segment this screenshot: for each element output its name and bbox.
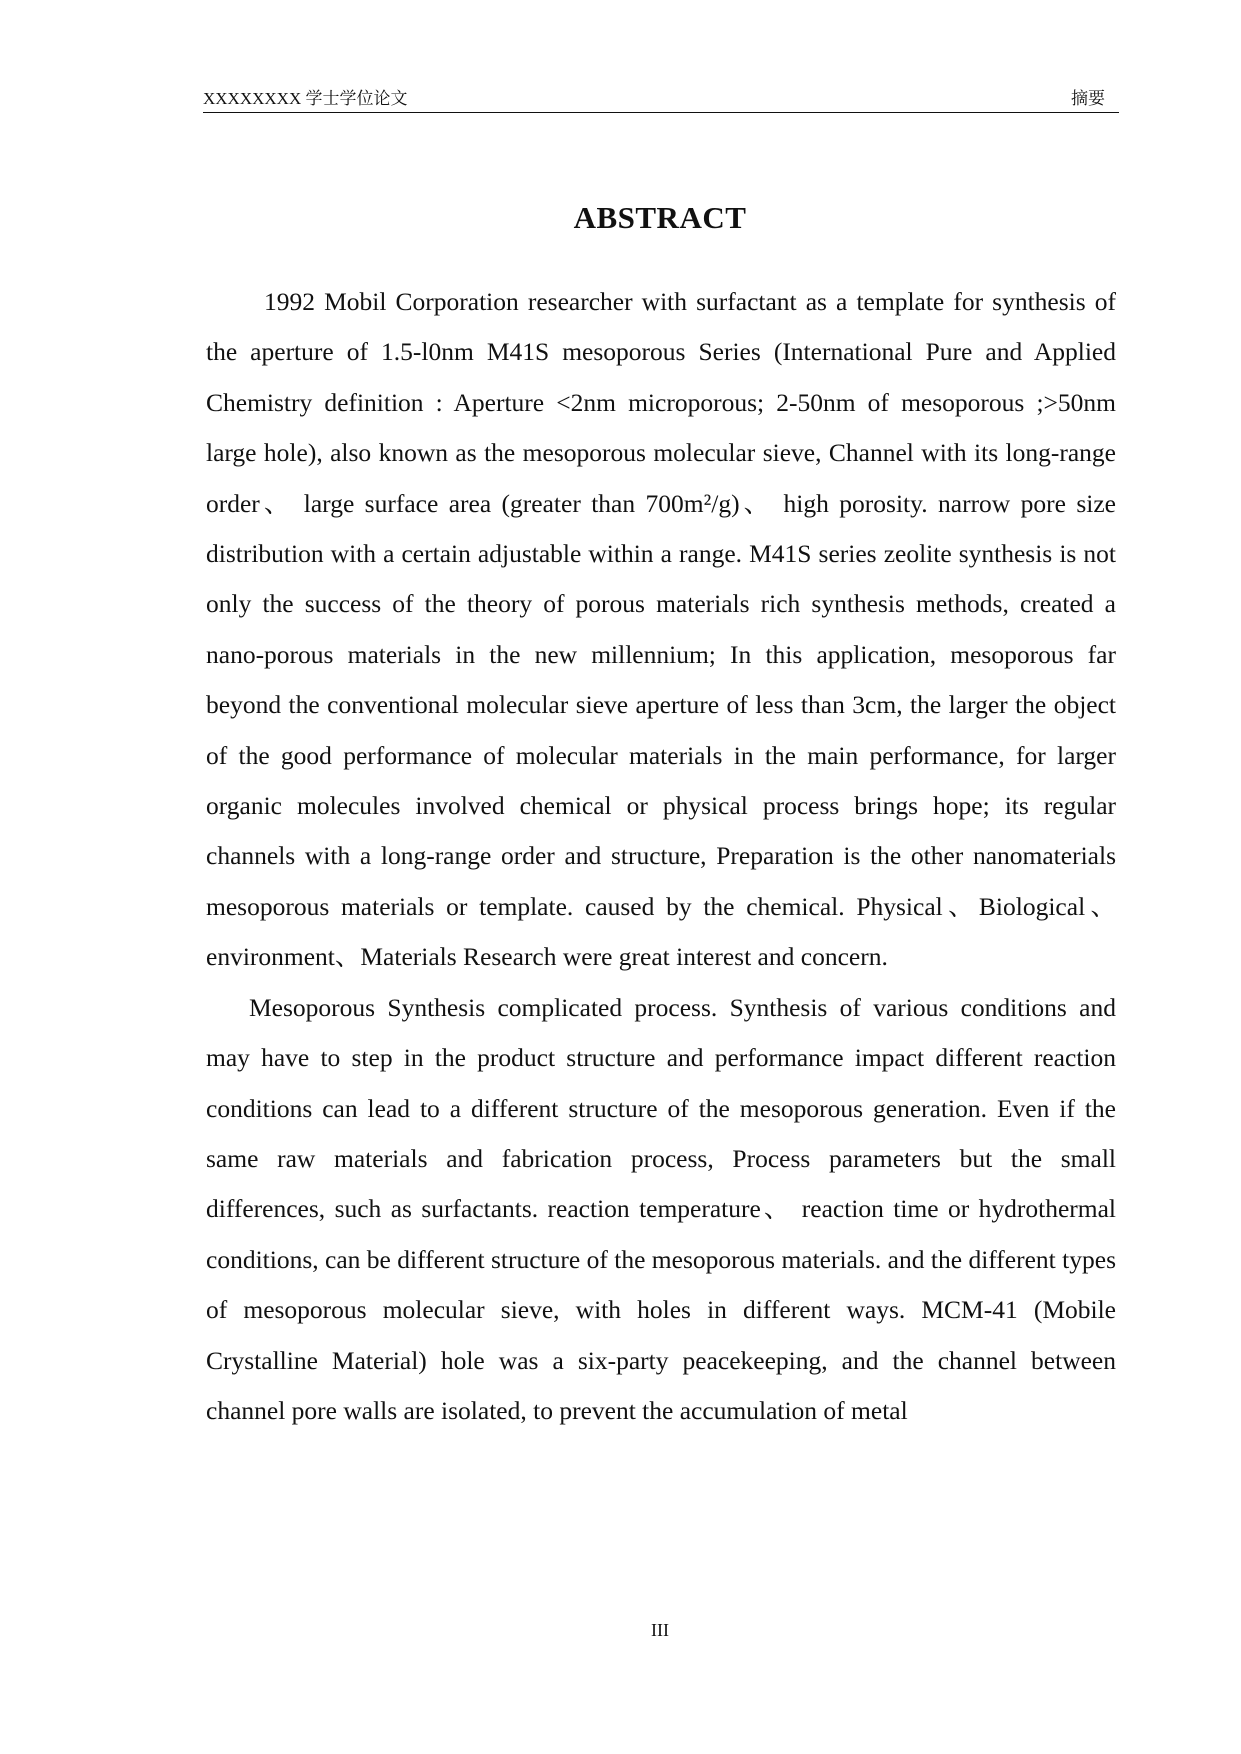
abstract-paragraph-2: Mesoporous Synthesis complicated process. Synthesis of various conditions and may have to step in the product structure and performance impact different reaction conditions can lead to a different structure of the mesoporous generation. Even if the same raw materials and fabrication process, Process parameters but the small differences, such as surfactants. reaction temperature、 reaction time or hydrothermal conditions, can be different structure of the mesoporous materials. and the different types of mesoporous molecular sieve, with holes in different ways. MCM-41 (Mobile Crystalline Material) hole was a six-party peacekeeping, and the channel between channel pore walls are isolated, to prevent the accumulation of metal (206, 992, 1116, 1425)
header-section-label: 摘要 (1071, 89, 1105, 108)
header-thesis-label: XXXXXXXX 学士学位论文 (203, 89, 408, 108)
page-number: III (651, 1620, 669, 1640)
running-header (203, 86, 1119, 113)
abstract-body (206, 277, 1116, 1436)
abstract-paragraph-1: 1992 Mobil Corporation researcher with surfactant as a template for synthesis of the aperture of 1.5-l0nm M41S mesoporous Series (International Pure and Applied Chemistry definition : Aperture <2nm microporous; 2-50nm of mesoporous ;>50nm large hole), also known as the mesoporous molecular sieve, Channel with its long-range order、 large surface area (greater than 700m²/g)、 high porosity. narrow pore size distribution with a certain adjustable within a range. M41S series zeolite synthesis is not only the success of the theory of porous materials rich synthesis methods, created a nano-porous materials in the new millennium; In this application, mesoporous far beyond the conventional molecular sieve aperture of less than 3cm, the larger the object of the good performance of molecular materials in the main performance, for larger organic molecules involved chemical or physical process brings hope; its regular channels with a long-range order and structure, Preparation is the other nanomaterials mesoporous materials or template. caused by the chemical. Physical、Biological、 environment、Materials Research were great interest and concern. (206, 287, 1116, 972)
page-title: ABSTRACT (573, 200, 747, 235)
